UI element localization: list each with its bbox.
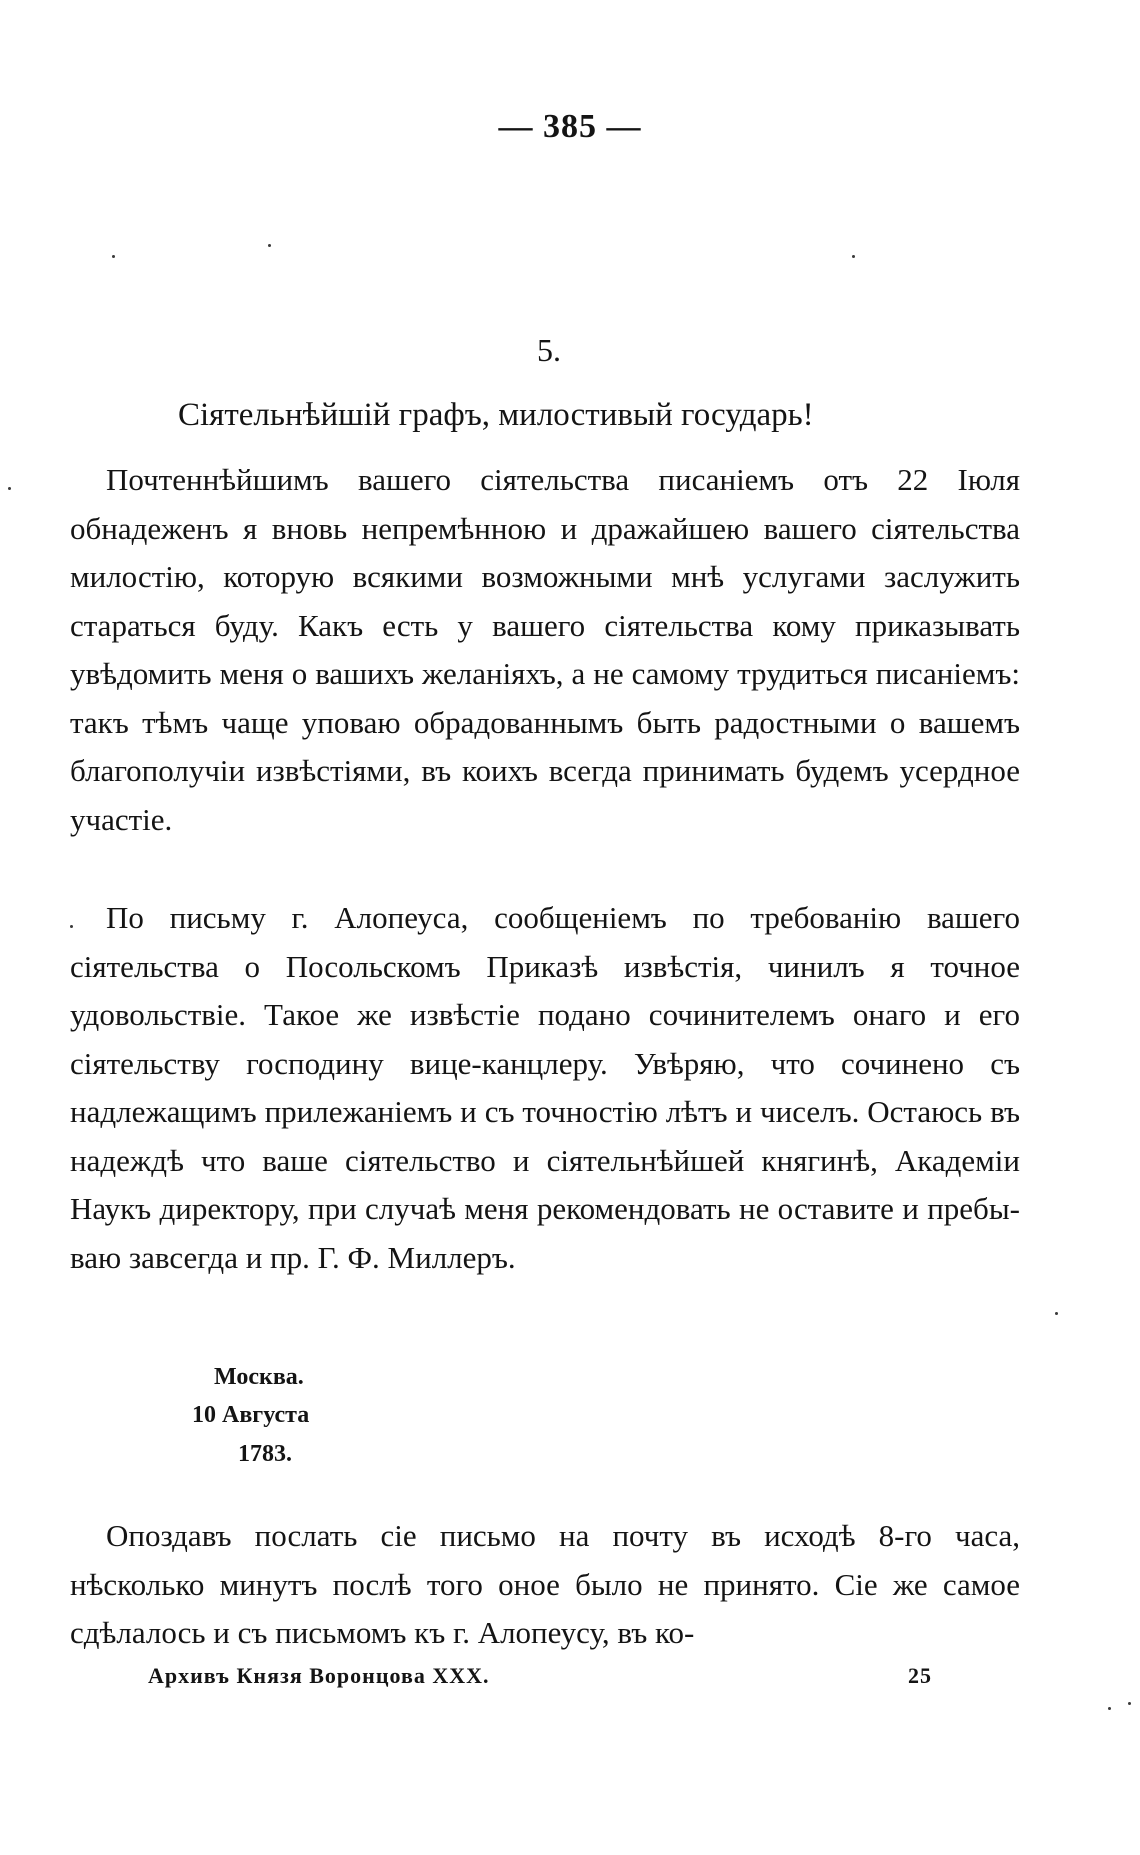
paragraph-2: По письму г. Алопеуса, сообщеніемъ по требованію вашего сіятельства о Посольскомъ Приказѣ извѣстія, чинилъ я точное удовольствіе. Такое же извѣстіе подано сочинителемъ онаго и его сіятельству господину вице-канцлеру. Увѣряю, что сочинено съ надлежащимъ прилежаніемъ и съ точностію лѣтъ и чиселъ. Остаюсь въ надеждѣ что ваше сіятельство и сіятельнѣйшей княгинѣ, Академіи Наукъ директору, при случаѣ меня рекомендовать не оставите и пребываю завсегда и пр. Г. Ф. Миллеръ. [70, 900, 1020, 1275]
paragraph-3: Опоздавъ послать сіе письмо на почту въ исходѣ 8-го часа, нѣсколько минутъ послѣ того оное было не принято. Сіе же самое сдѣлалось и съ письмомъ къ г. Алопеусу, въ ко- [70, 1518, 1020, 1650]
scan-speck [112, 255, 115, 258]
scan-speck [852, 255, 855, 258]
scan-speck [70, 925, 73, 928]
dateline-year-text: 1783. [238, 1441, 292, 1467]
footer-title: Архивъ Князя Воронцова XXX. [148, 1663, 490, 1688]
page-footer [148, 1663, 978, 1689]
scan-speck [1055, 1312, 1058, 1315]
salutation: Сіятельнѣйшій графъ, милостивый государь! [178, 397, 814, 433]
dateline-date-text: 10 Августа [192, 1402, 310, 1428]
scan-speck [1108, 1707, 1111, 1710]
page-number: — 385 — [498, 108, 642, 145]
scan-speck [1128, 1702, 1131, 1705]
paragraph-1: Почтеннѣйшимъ вашего сіятельства писаніемъ отъ 22 Іюля обнадеженъ я вновь непремѣнною и дражайшею вашего сіятельства милостію, которую всякими возможными мнѣ услугами заслужить стараться буду. Какъ есть у вашего сіятельства кому приказывать увѣдомить меня о вашихъ желаніяхъ, а не самому трудиться писаніемъ: такъ тѣмъ чаще уповаю обрадованнымъ быть радостными о вашемъ благополучіи извѣстіями, въ коихъ всегда принимать будемъ усердное участіе. [70, 462, 1020, 837]
signature-mark: 25 [908, 1663, 932, 1688]
letter-number: 5. [537, 332, 561, 368]
scan-speck [268, 244, 271, 247]
scan-speck [8, 487, 11, 490]
dateline-city-text: Москва. [214, 1364, 304, 1390]
